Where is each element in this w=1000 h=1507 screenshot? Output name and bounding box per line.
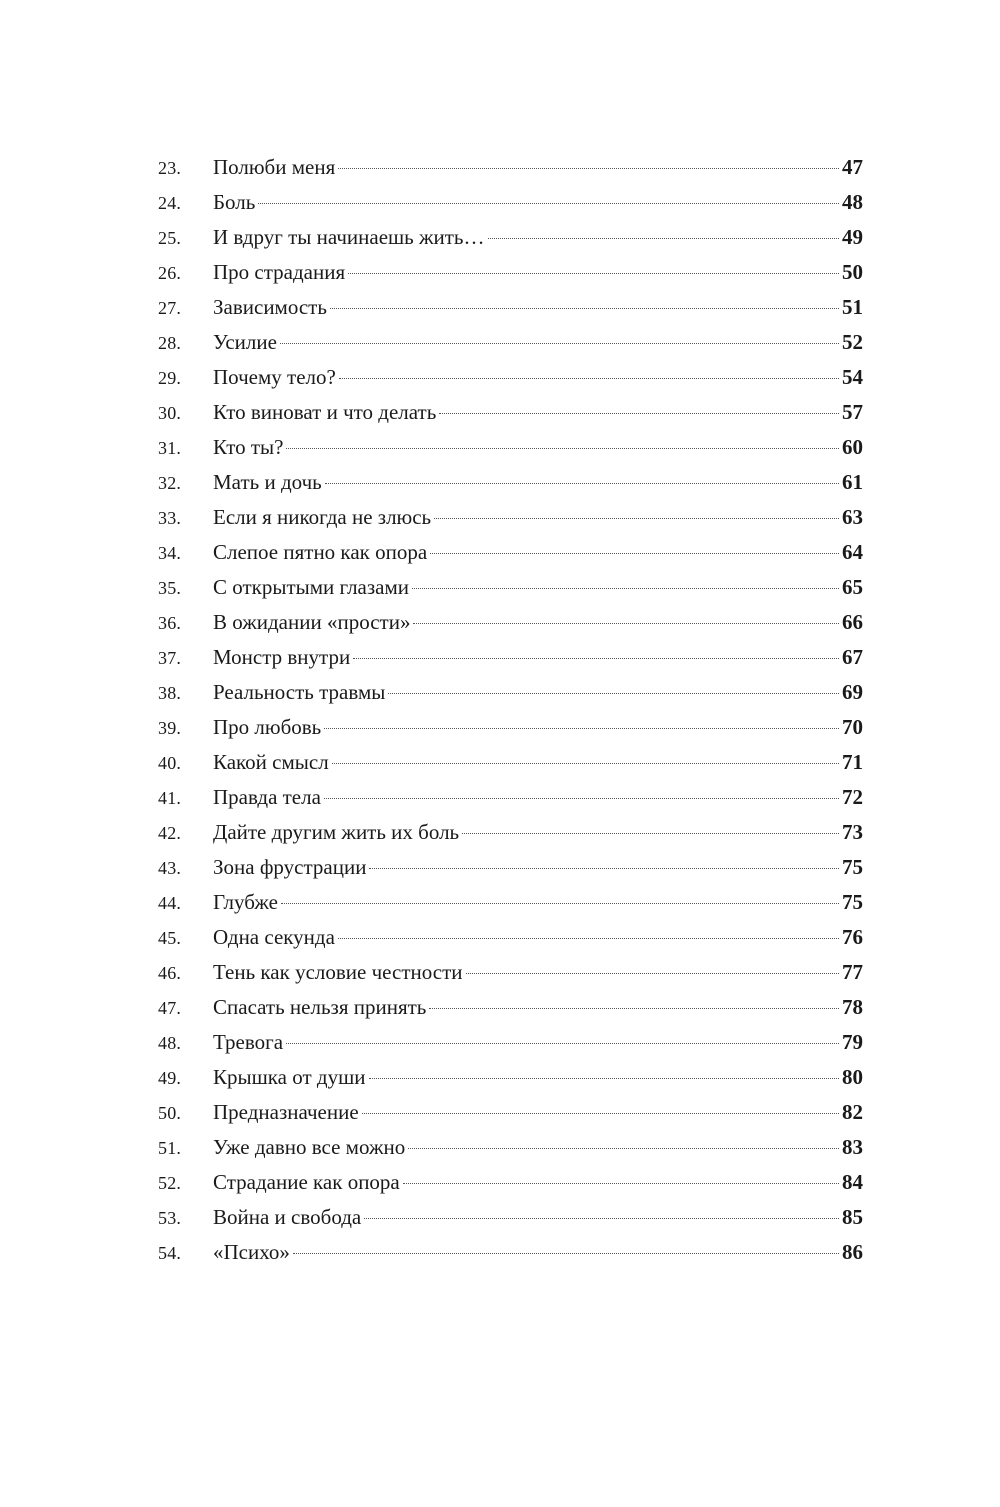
toc-entry-number: 31. [158, 438, 182, 458]
toc-entry-number: 29. [158, 368, 182, 388]
toc-entry-page-number: 83 [842, 1135, 863, 1159]
toc-entry-page-number: 63 [842, 505, 863, 529]
toc-entry-title: Зона фрустрации [213, 855, 367, 879]
dot-leader [324, 728, 839, 729]
toc-entry-title: Война и свобода [213, 1205, 362, 1229]
dot-leader [330, 308, 839, 309]
toc-entry-number: 35. [158, 578, 182, 598]
toc-entry-title: Кто виноват и что делать [213, 400, 437, 424]
dot-leader [339, 378, 839, 379]
toc-entry-page-number: 61 [842, 470, 863, 494]
toc-entry [158, 1165, 863, 1200]
toc-entry-page-number: 79 [842, 1030, 863, 1054]
toc-entry [158, 570, 863, 605]
dot-leader [332, 763, 839, 764]
toc-entry-title: Правда тела [213, 785, 321, 809]
toc-entry [158, 430, 863, 465]
toc-entry-number: 25. [158, 228, 182, 248]
dot-leader [324, 798, 839, 799]
toc-entry-page-number: 51 [842, 295, 863, 319]
toc-entry [158, 255, 863, 290]
dot-leader [281, 903, 839, 904]
toc-entry-number: 36. [158, 613, 182, 633]
toc-entry-page-number: 71 [842, 750, 863, 774]
toc-entry-page-number: 80 [842, 1065, 863, 1089]
toc-entry-title: Крышка от души [213, 1065, 366, 1089]
toc-entry-page-number: 72 [842, 785, 863, 809]
toc-entry [158, 1200, 863, 1235]
toc-entry-number: 38. [158, 683, 182, 703]
toc-entry [158, 500, 863, 535]
toc-entry-title: Зависимость [213, 295, 327, 319]
toc-entry-number: 23. [158, 158, 182, 178]
toc-entry-page-number: 78 [842, 995, 863, 1019]
toc-entry-number: 48. [158, 1033, 182, 1053]
toc-entry-title: Страдание как опора [213, 1170, 400, 1194]
toc-entry-page-number: 60 [842, 435, 863, 459]
toc-entry-number: 40. [158, 753, 182, 773]
toc-entry-title: Боль [213, 190, 256, 214]
toc-entry [158, 990, 863, 1025]
dot-leader [430, 553, 839, 554]
toc-entry [158, 185, 863, 220]
toc-entry-page-number: 82 [842, 1100, 863, 1124]
toc-entry [158, 325, 863, 360]
toc-entry-title: Слепое пятно как опора [213, 540, 428, 564]
toc-entry-title: В ожидании «прости» [213, 610, 411, 634]
toc-entry-page-number: 76 [842, 925, 863, 949]
toc-entry-page-number: 66 [842, 610, 863, 634]
toc-entry-title: Тень как условие честности [213, 960, 463, 984]
toc-entry-title: Почему тело? [213, 365, 336, 389]
toc-entry-title: Тревога [213, 1030, 284, 1054]
toc-entry-title: Уже давно все можно [213, 1135, 406, 1159]
toc-entry-page-number: 73 [842, 820, 863, 844]
dot-leader [286, 1043, 839, 1044]
toc-entry [158, 150, 863, 185]
toc-entry-page-number: 86 [842, 1240, 863, 1264]
toc-entry-title: «Психо» [213, 1240, 290, 1264]
toc-entry-page-number: 75 [842, 890, 863, 914]
toc-entry-page-number: 47 [842, 155, 863, 179]
toc-entry [158, 290, 863, 325]
toc-entry-title: Про страдания [213, 260, 346, 284]
toc-entry [158, 710, 863, 745]
toc-entry [158, 640, 863, 675]
toc-entry-page-number: 57 [842, 400, 863, 424]
toc-entry-number: 46. [158, 963, 182, 983]
toc-entry [158, 745, 863, 780]
toc-entry-title: Одна секунда [213, 925, 335, 949]
dot-leader [466, 973, 840, 974]
toc-entry-title: С открытыми глазами [213, 575, 410, 599]
toc-entry-title: Реальность травмы [213, 680, 386, 704]
toc-entry-number: 24. [158, 193, 182, 213]
toc-entry-page-number: 70 [842, 715, 863, 739]
toc-entry [158, 675, 863, 710]
dot-leader [286, 448, 839, 449]
dot-leader [434, 518, 839, 519]
toc-entry-number: 30. [158, 403, 182, 423]
dot-leader [369, 868, 839, 869]
dot-leader [413, 623, 839, 624]
toc-entry-number: 32. [158, 473, 182, 493]
dot-leader [325, 483, 839, 484]
dot-leader [488, 238, 839, 239]
dot-leader [369, 1078, 840, 1079]
toc-entry-title: Мать и дочь [213, 470, 322, 494]
toc-entry-number: 27. [158, 298, 182, 318]
toc-entry-number: 50. [158, 1103, 182, 1123]
toc-entry-page-number: 64 [842, 540, 863, 564]
toc-entry [158, 360, 863, 395]
toc-entry-title: Усилие [213, 330, 277, 354]
toc-entry-number: 39. [158, 718, 182, 738]
toc-entry [158, 920, 863, 955]
dot-leader [338, 168, 839, 169]
toc-entry-number: 43. [158, 858, 182, 878]
toc-entry-page-number: 52 [842, 330, 863, 354]
dot-leader [388, 693, 839, 694]
toc-entry [158, 465, 863, 500]
toc-entry-number: 53. [158, 1208, 182, 1228]
toc-entry-number: 34. [158, 543, 182, 563]
dot-leader [462, 833, 839, 834]
toc-entry [158, 815, 863, 850]
dot-leader [348, 273, 839, 274]
toc-entry-page-number: 75 [842, 855, 863, 879]
toc-entry-number: 41. [158, 788, 182, 808]
dot-leader [403, 1183, 839, 1184]
dot-leader [364, 1218, 839, 1219]
dot-leader [353, 658, 839, 659]
toc-entry-title: Если я никогда не злюсь [213, 505, 432, 529]
dot-leader [362, 1113, 839, 1114]
toc-entry-page-number: 77 [842, 960, 863, 984]
toc-entry-page-number: 54 [842, 365, 863, 389]
table-of-contents [158, 150, 863, 1270]
toc-entry [158, 395, 863, 430]
toc-entry-number: 28. [158, 333, 182, 353]
toc-entry [158, 780, 863, 815]
dot-leader [412, 588, 839, 589]
toc-entry-title: Полюби меня [213, 155, 336, 179]
toc-entry-title: Монстр внутри [213, 645, 351, 669]
toc-entry-title: Кто ты? [213, 435, 284, 459]
toc-entry-number: 33. [158, 508, 182, 528]
toc-entry-page-number: 48 [842, 190, 863, 214]
toc-entry-page-number: 67 [842, 645, 863, 669]
dot-leader [293, 1253, 839, 1254]
dot-leader [429, 1008, 839, 1009]
toc-entry [158, 605, 863, 640]
toc-entry-number: 54. [158, 1243, 182, 1263]
toc-entry-number: 44. [158, 893, 182, 913]
toc-entry-number: 42. [158, 823, 182, 843]
toc-entry [158, 220, 863, 255]
toc-entry-title: Спасать нельзя принять [213, 995, 427, 1019]
toc-entry-page-number: 85 [842, 1205, 863, 1229]
toc-entry-page-number: 84 [842, 1170, 863, 1194]
dot-leader [280, 343, 839, 344]
toc-entry-page-number: 69 [842, 680, 863, 704]
toc-entry-title: Про любовь [213, 715, 322, 739]
toc-entry [158, 1130, 863, 1165]
dot-leader [439, 413, 839, 414]
toc-entry [158, 955, 863, 990]
dot-leader [408, 1148, 839, 1149]
toc-entry [158, 1235, 863, 1270]
toc-entry-number: 51. [158, 1138, 182, 1158]
toc-entry-number: 52. [158, 1173, 182, 1193]
toc-entry [158, 885, 863, 920]
toc-entry [158, 535, 863, 570]
dot-leader [338, 938, 839, 939]
toc-entry [158, 850, 863, 885]
toc-entry [158, 1025, 863, 1060]
toc-entry-page-number: 49 [842, 225, 863, 249]
toc-entry-number: 49. [158, 1068, 182, 1088]
toc-entry [158, 1060, 863, 1095]
toc-entry-title: Дайте другим жить их боль [213, 820, 460, 844]
toc-entry [158, 1095, 863, 1130]
toc-entry-number: 47. [158, 998, 182, 1018]
toc-entry-title: Предназначение [213, 1100, 359, 1124]
toc-entry-number: 26. [158, 263, 182, 283]
toc-entry-title: Глубже [213, 890, 278, 914]
toc-entry-page-number: 65 [842, 575, 863, 599]
dot-leader [258, 203, 839, 204]
toc-entry-title: Какой смысл [213, 750, 329, 774]
toc-entry-number: 37. [158, 648, 182, 668]
toc-entry-number: 45. [158, 928, 182, 948]
toc-entry-page-number: 50 [842, 260, 863, 284]
toc-entry-title: И вдруг ты начинаешь жить… [213, 225, 485, 249]
